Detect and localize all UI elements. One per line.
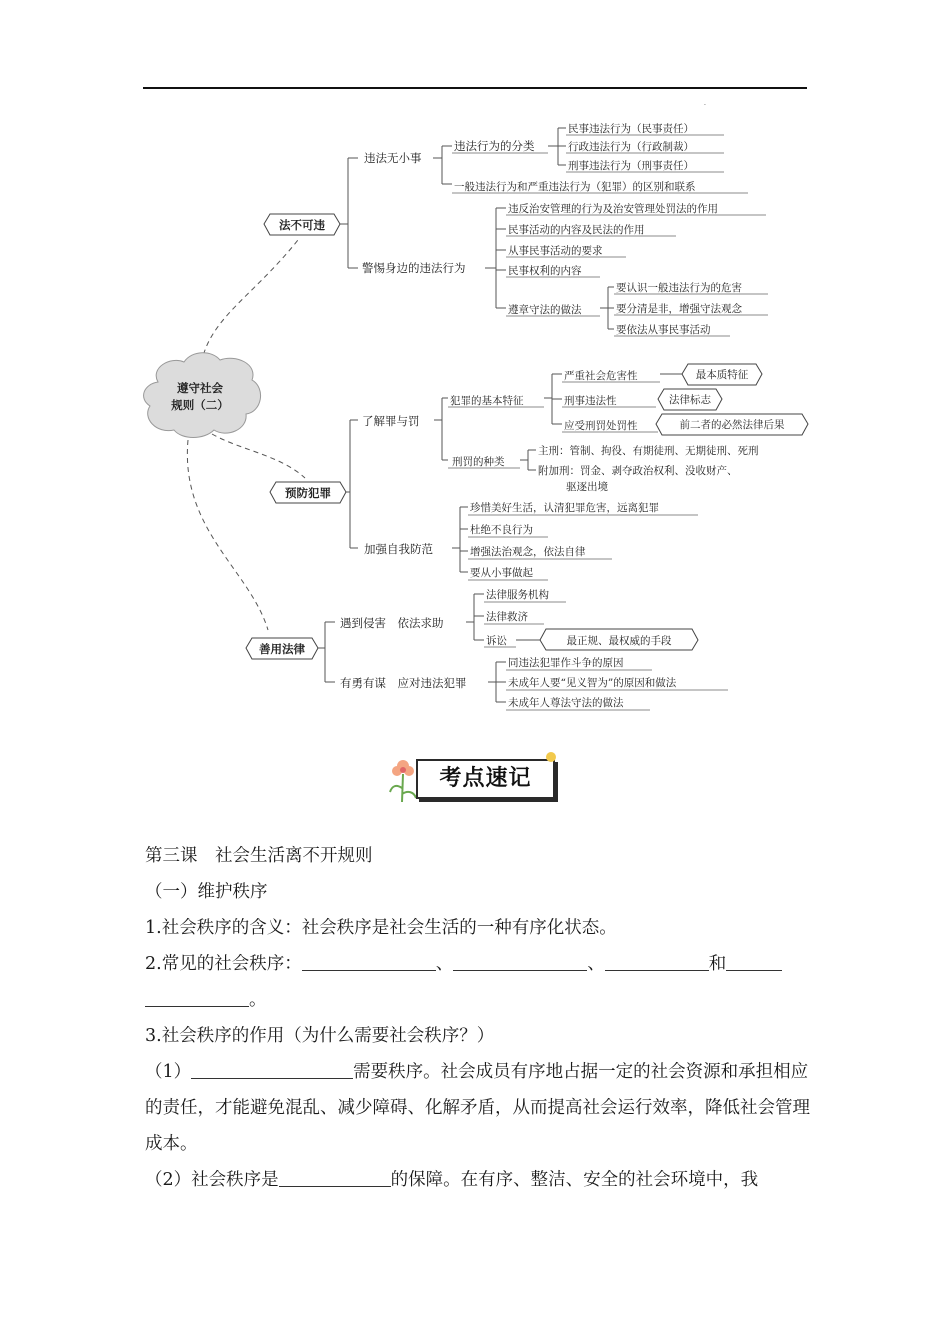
root-cloud [144, 353, 261, 438]
b3-s1-item-1: 法律服务机构 [486, 589, 549, 601]
paragraph-2-cont [145, 982, 810, 1018]
flower-icon [386, 752, 420, 806]
b3-title: 善用法律 [259, 642, 305, 656]
p5-rest: 的保障。在有序、整洁、安全的社会环境中，我 [390, 1170, 759, 1190]
paragraph-4 [145, 1054, 810, 1162]
b2-note-2: 法律标志 [669, 394, 711, 406]
b1-c5-item-1: 要认识一般违法行为的危害 [616, 282, 742, 294]
b1-c1-item-1: 民事违法行为（民事责任） [568, 123, 694, 135]
b1-c5-item-3: 要依法从事民事活动 [616, 324, 711, 336]
paragraph-5 [145, 1162, 810, 1198]
b2-c1-item-2: 刑事违法性 [564, 395, 617, 407]
b1-s2-item-1: 违反治安管理的行为及治安管理处罚法的作用 [508, 203, 718, 215]
b3-s1-item-2: 法律救济 [486, 611, 528, 623]
b1-c5-item-2: 要分清是非，增强守法观念 [616, 303, 742, 315]
b3-s1-label: 遇到侵害 依法求助 [340, 616, 444, 630]
b2-s2-item-3: 增强法治观念，依法自律 [470, 546, 586, 558]
blank-6[interactable] [191, 1056, 353, 1079]
sun-icon [546, 752, 556, 762]
b2-c2-main: 主刑：管制、拘役、有期徒刑、无期徒刑、死刑 [538, 445, 759, 457]
b1-c1-item-3: 刑事违法行为（刑事责任） [568, 160, 694, 172]
lesson-title: 第三课 社会生活离不开规则 [145, 846, 373, 866]
root-link-3 [187, 440, 268, 630]
section-badge [386, 750, 564, 804]
p2-and: 和 [708, 954, 727, 974]
b1-s1-c2: 一般违法行为和严重违法行为（犯罪）的区别和联系 [454, 181, 696, 193]
header-dot: . [704, 100, 706, 107]
blank-3[interactable] [605, 948, 709, 971]
p2-sep-2: 、 [587, 954, 605, 974]
b1-s2-item-4: 民事权利的内容 [508, 265, 582, 277]
b2-note-1: 最本质特征 [695, 369, 749, 381]
blank-1[interactable] [302, 948, 436, 971]
blank-4[interactable] [726, 948, 782, 971]
paragraph-2 [145, 946, 810, 982]
b2-c1-item-3: 应受刑罚处罚性 [564, 420, 638, 432]
p5-prefix: （2）社会秩序是 [145, 1170, 279, 1190]
b3-s1-item-3: 诉讼 [486, 635, 507, 647]
p2-prefix: 2.常见的社会秩序： [145, 954, 302, 974]
b1-s1-c1-label: 违法行为的分类 [454, 139, 535, 153]
root-line1: 遵守社会 [177, 381, 223, 395]
b3-s2-label: 有勇有谋 应对违法犯罪 [340, 676, 467, 690]
b2-s1-label: 了解罪与罚 [362, 414, 420, 428]
p4-prefix: （1） [145, 1062, 192, 1082]
paragraph-3: 3.社会秩序的作用（为什么需要社会秩序？） [145, 1026, 495, 1046]
b3-note: 最正规、最权威的手段 [566, 635, 672, 647]
b2-c2-add1: 附加刑：罚金、剥夺政治权利、没收财产、 [538, 465, 738, 477]
b1-title: 法不可违 [279, 218, 325, 232]
b3-s2-item-3: 未成年人尊法守法的做法 [508, 697, 624, 709]
b1-s2-label: 警惕身边的违法行为 [362, 261, 466, 275]
b1-s2-item-2: 民事活动的内容及民法的作用 [508, 224, 645, 236]
section-title: （一）维护秩序 [145, 882, 268, 902]
b2-s2-item-4: 要从小事做起 [470, 567, 533, 579]
b2-c2-add2: 驱逐出境 [566, 481, 608, 493]
b2-c1-item-1: 严重社会危害性 [564, 370, 638, 382]
root-link-2 [212, 434, 305, 478]
badge-title: 考点速记 [439, 766, 532, 791]
blank-7[interactable] [279, 1164, 391, 1187]
root-line2: 规则（二） [171, 398, 229, 412]
b3-s2-item-2: 未成年人要“见义智为”的原因和做法 [508, 677, 677, 689]
blank-5[interactable] [145, 984, 249, 1007]
root-link-1 [200, 240, 298, 372]
b1-s2-item-3: 从事民事活动的要求 [508, 245, 603, 257]
b2-s2-item-2: 杜绝不良行为 [470, 524, 533, 536]
b2-note-3: 前二者的必然法律后果 [679, 419, 785, 431]
b2-title: 预防犯罪 [285, 486, 331, 500]
b2-s2-label: 加强自我防范 [364, 542, 433, 556]
blank-2[interactable] [453, 948, 587, 971]
b2-c2-label: 刑罚的种类 [452, 456, 505, 468]
paragraph-1: 1.社会秩序的含义：社会秩序是社会生活的一种有序化状态。 [145, 918, 617, 938]
p2-end: 。 [249, 990, 267, 1010]
b3-s2-item-1: 同违法犯罪作斗争的原因 [508, 657, 624, 669]
b1-s1-label: 违法无小事 [364, 151, 422, 165]
b2-s2-item-1: 珍惜美好生活，认清犯罪危害，远离犯罪 [470, 502, 659, 514]
b2-c1-label: 犯罪的基本特征 [450, 395, 524, 407]
p4-rest: 需要秩序。社会成员有序地占据一定的社会资源和承担相应的责任，才能避免混乱、减少障碍、化解矛盾，从而提高社会运行效率，降低社会管理成本。 [145, 1062, 810, 1154]
b1-c1-item-2: 行政违法行为（行政制裁） [568, 141, 694, 153]
notes-document [145, 838, 810, 1198]
p2-sep-1: 、 [435, 954, 454, 974]
b1-s2-c5-label: 遵章守法的做法 [508, 304, 582, 316]
